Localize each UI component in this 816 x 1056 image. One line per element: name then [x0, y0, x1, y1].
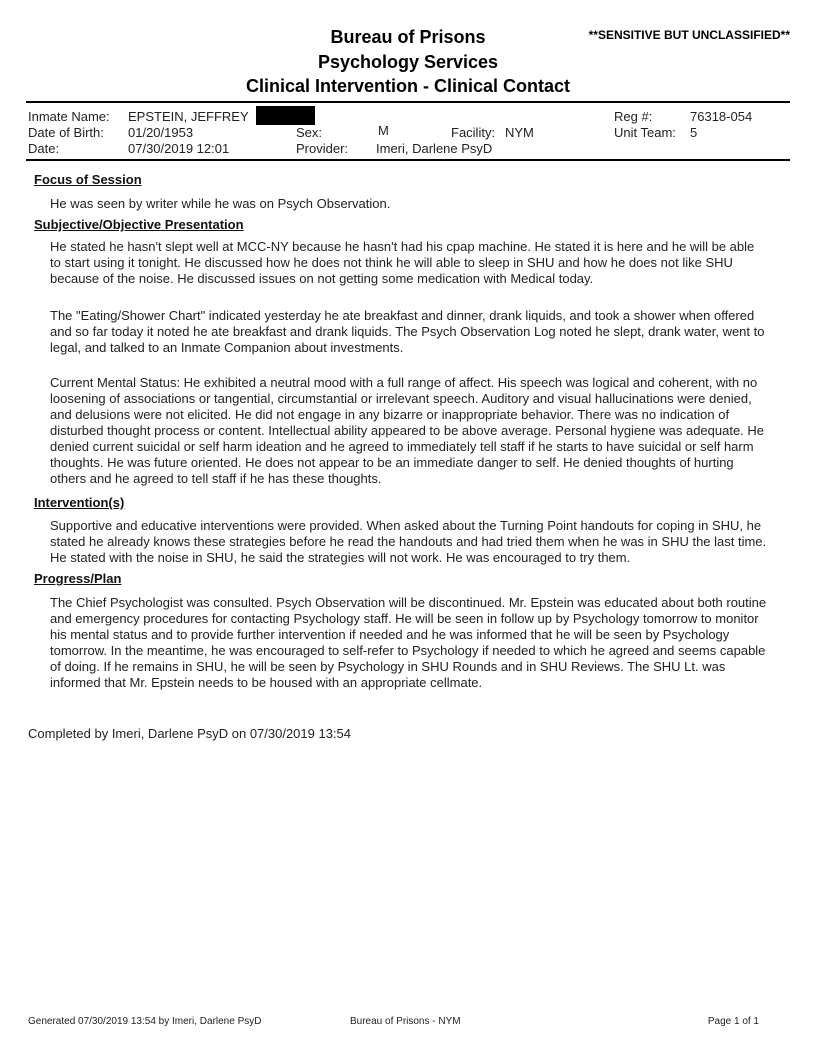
facility-value: NYM: [505, 125, 534, 140]
sex-value: M: [378, 123, 389, 138]
date-label: Date:: [28, 141, 60, 156]
progress-section-title: Progress/Plan: [34, 571, 122, 586]
document-subtitle: Psychology Services: [317, 52, 499, 72]
subjective-section-title: Subjective/Objective Presentation: [34, 217, 244, 232]
provider-label: Provider:: [296, 141, 349, 156]
header-top-rule: [26, 101, 790, 103]
dob-value: 01/20/1953: [128, 125, 194, 140]
inmate-name-value: EPSTEIN, JEFFREY: [128, 109, 249, 124]
sex-label: Sex:: [296, 125, 323, 140]
date-value: 07/30/2019 12:01: [128, 141, 230, 156]
unit-team-label: Unit Team:: [614, 125, 676, 140]
reg-label: Reg #:: [614, 109, 653, 124]
footer-center: Bureau of Prisons - NYM: [350, 1016, 461, 1027]
completed-by-line: Completed by Imeri, Darlene PsyD on 07/30/2019 13:54: [28, 726, 352, 741]
focus-section-title: Focus of Session: [34, 172, 142, 187]
subjective-paragraph-1: He stated he hasn't slept well at MCC-NY because he hasn't had his cpap machine. He stated it is here and he will be able to start using it tonight. He discussed how he does not think he will able to sleep in SHU and how he does not like SHU because of the noise. He discussed issues on not getting some medication with Medical today.: [50, 239, 755, 286]
header-bottom-rule: [26, 159, 790, 161]
intervention-text: Supportive and educative interventions were provided. When asked about the Turning Point handouts for coping in SHU, he stated he already knows these strategies before he read the handouts and had tried them when he was in SHU the last time. He stated with the noise in SHU, he said the strategies will not work. He was encouraged to try them.: [50, 518, 767, 565]
footer-page-number: Page 1 of 1: [707, 1016, 759, 1027]
facility-label: Facility:: [451, 125, 496, 140]
intervention-section-title: Intervention(s): [34, 495, 125, 510]
unit-team-value: 5: [690, 125, 698, 140]
reg-value: 76318-054: [690, 109, 753, 124]
focus-text: He was seen by writer while he was on Psych Observation.: [50, 196, 391, 211]
progress-text: The Chief Psychologist was consulted. Psych Observation will be discontinued. Mr. Epstein was educated about both routine and emergency procedures for contacting Psychology staff. He will be seen in follow up by Psychology tomorrow to monitor his mental status and to provide further intervention if needed and he was informed that he will be seen by Psychology tomorrow. In the meantime, he was encouraged to self-refer to Psychology if needed to which he agreed and seems capable of doing. If he remains in SHU, he will be seen by Psychology in SHU Rounds and in SHU Reviews. The SHU Lt. was informed that Mr. Epstein needs to be housed with an appropriate cellmate.: [50, 595, 767, 690]
document-title: Bureau of Prisons: [330, 27, 486, 47]
redaction-box: [256, 106, 315, 125]
inmate-name-label: Inmate Name:: [28, 109, 110, 124]
provider-value: Imeri, Darlene PsyD: [376, 141, 493, 156]
dob-label: Date of Birth:: [28, 125, 104, 140]
mental-status-paragraph: Current Mental Status: He exhibited a neutral mood with a full range of affect. His speech was logical and coherent, with no loosening of associations or tangential, circumstantial or irrelevant speech. Auditory and visual hallucinations were denied, and delusions were not elicited. He did not engage in any bizarre or inappropriate behavior. There was no indication of disturbed thought process or content. Intellectual ability appeared to be above average. Personal hygiene was adequate. He denied current suicidal or self harm ideation and he agreed to immediately tell staff if he starts to have suicidal or self harm thoughts. He was future oriented. He does not appear to be an immediate danger to self. He denied thoughts of hurting others and he agreed to tell staff if he has these thoughts.: [50, 375, 765, 486]
subjective-paragraph-2: The "Eating/Shower Chart" indicated yesterday he ate breakfast and dinner, drank liquids, and took a shower when offered and so far today it noted he ate breakfast and drank liquids. The Psych Observation Log noted he slept, drank water, went to legal, and talked to an Inmate Companion about investments.: [50, 308, 765, 355]
footer-generated: Generated 07/30/2019 13:54 by Imeri, Darlene PsyD: [28, 1016, 262, 1027]
classification-label: **SENSITIVE BUT UNCLASSIFIED**: [588, 28, 790, 42]
document-heading: Clinical Intervention - Clinical Contact: [245, 76, 571, 96]
